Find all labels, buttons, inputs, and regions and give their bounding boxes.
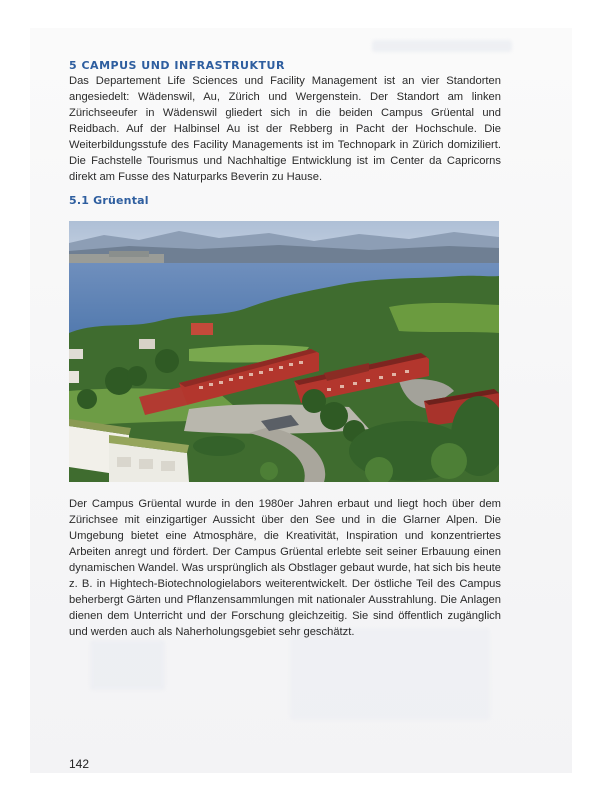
aerial-campus-photo	[69, 221, 499, 482]
reverse-side-bleed	[90, 640, 165, 690]
reverse-side-bleed	[372, 40, 512, 52]
house	[139, 339, 155, 349]
house	[69, 371, 79, 383]
page-number: 142	[69, 757, 90, 771]
campus-paragraph: Der Campus Grüental wurde in den 1980er Jahren erbaut und liegt hoch über dem Zürichsee mit einzigartiger Aussicht über den See und in die Glarner Alpen. Die Umgebung bietet eine Atmosphäre, die Kreativität, Inspiration und konzentriertes Arbeiten anregt und fördert. Der Campus Grüental erlebte seit seiner Erbauung einen dynamischen Wandel. Was ursprünglich als Obstlager gebaut wurde, hat sich bis heute z. B. in Hightech-Biotechnologielabors weiterentwickelt. Der östliche Teil des Campus beherbergt Gärten und Pflanzensammlungen mit nationaler Ausstrahlung. Die Anlagen dienen dem Unterricht und der Forschung gleichzeitig. Sie sind öffentlich zugänglich und werden auch als Naherholungsgebiet sehr geschätzt.	[69, 498, 501, 638]
house	[69, 349, 83, 359]
subsection-heading: 5.1 Grüental	[69, 194, 149, 207]
reverse-side-bleed	[290, 628, 490, 720]
intro-paragraph: Das Departement Life Sciences und Facility Management ist an vier Standorten angesiedelt: Wädenswil, Au, Zürich und Wergenstein. Der Standort am linken Zürichseeufer in Wädenswil gliedert sich in die beiden Campus Grüental und Reidbach. Auf der Halbinsel Au ist der Rebberg in Pacht der Hochschule. Die Weiterbildungsstufe des Facility Managements ist im Technopark in Zürich domiziliert. Die Fachstelle Tourismus und Nachhaltige Entwicklung ist im Center da Capricorns direkt am Fusse des Naturparks Beverin zu Hause.	[69, 75, 501, 183]
section-heading: 5 CAMPUS UND INFRASTRUKTUR	[69, 59, 285, 72]
house	[191, 323, 213, 335]
